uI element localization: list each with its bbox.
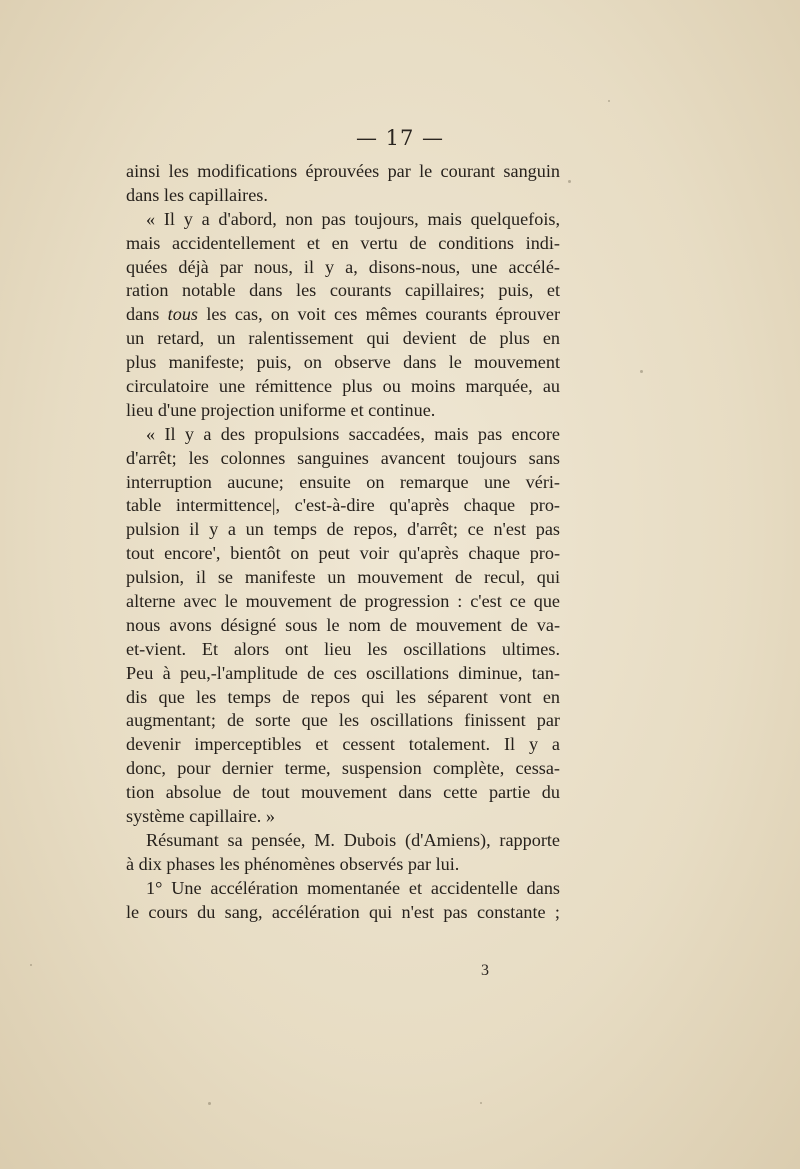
paper-speck xyxy=(568,180,571,183)
text-line: Résumant sa pensée, M. Dubois (d'Amiens), rapporte xyxy=(146,829,560,850)
text-line: mais accidentellement et en vertu de conditions indi- xyxy=(126,232,560,253)
text-line: circulatoire une rémittence plus ou moins marquée, au xyxy=(126,376,560,397)
text-line: dans tous les cas, on voit ces mêmes courants éprouver xyxy=(126,304,560,325)
text-line: d'arrêt; les colonnes sanguines avancent toujours sans xyxy=(126,447,560,468)
text-line: lieu d'une projection uniforme et continue. xyxy=(126,399,436,420)
signature-mark: 3 xyxy=(481,962,489,979)
text-line: dis que les temps de repos qui les séparent vont en xyxy=(126,686,560,707)
text-line: plus manifeste; puis, on observe dans le mouvement xyxy=(126,352,560,373)
paper-speck xyxy=(480,1102,482,1104)
text-line: et-vient. Et alors ont lieu les oscillations ultimes. xyxy=(126,638,560,659)
text-line: pulsion il y a un temps de repos, d'arrêt; ce n'est pas xyxy=(126,519,560,540)
text-line: nous avons désigné sous le nom de mouvement de va- xyxy=(126,614,560,635)
text-line: « Il y a d'abord, non pas toujours, mais quelquefois, xyxy=(146,208,560,229)
body-text xyxy=(126,160,560,925)
text-line: interruption aucune; ensuite on remarque une véri- xyxy=(126,471,560,492)
text-line: alterne avec le mouvement de progression : c'est ce que xyxy=(126,591,560,612)
text-line: 1° Une accélération momentanée et accidentelle dans xyxy=(146,877,560,898)
text-line: système capillaire. » xyxy=(126,806,275,827)
text-line: table intermittence|, c'est-à-dire qu'après chaque pro- xyxy=(126,495,560,516)
text-line: tout encore', bientôt on peut voir qu'après chaque pro- xyxy=(126,543,560,564)
text-line: à dix phases les phénomènes observés par lui. xyxy=(126,853,460,874)
text-line: devenir imperceptibles et cessent totalement. Il y a xyxy=(126,734,560,755)
text-line: augmentant; de sorte que les oscillations finissent par xyxy=(126,710,560,731)
text-line: tion absolue de tout mouvement dans cette partie du xyxy=(126,782,560,803)
text-line: donc, pour dernier terme, suspension complète, cessa- xyxy=(126,758,560,779)
text-line: quées déjà par nous, il y a, disons-nous, une accélé- xyxy=(126,256,560,277)
page-number: — 17 — xyxy=(355,126,445,150)
text-line: ration notable dans les courants capillaires; puis, et xyxy=(126,280,560,301)
text-line: « Il y a des propulsions saccadées, mais pas encore xyxy=(146,423,560,444)
text-line: le cours du sang, accélération qui n'est pas constante ; xyxy=(126,901,560,922)
paper-speck xyxy=(608,100,610,102)
text-line: Peu à peu,-l'amplitude de ces oscillations diminue, tan- xyxy=(126,662,560,683)
paper-speck xyxy=(208,1102,211,1105)
text-line: un retard, un ralentissement qui devient de plus en xyxy=(126,328,560,349)
paper-speck xyxy=(640,370,643,373)
text-line: dans les capillaires. xyxy=(126,184,268,205)
text-line: pulsion, il se manifeste un mouvement de recul, qui xyxy=(126,567,560,588)
paper-speck xyxy=(30,964,32,966)
text-line: ainsi les modifications éprouvées par le courant sanguin xyxy=(126,161,560,181)
